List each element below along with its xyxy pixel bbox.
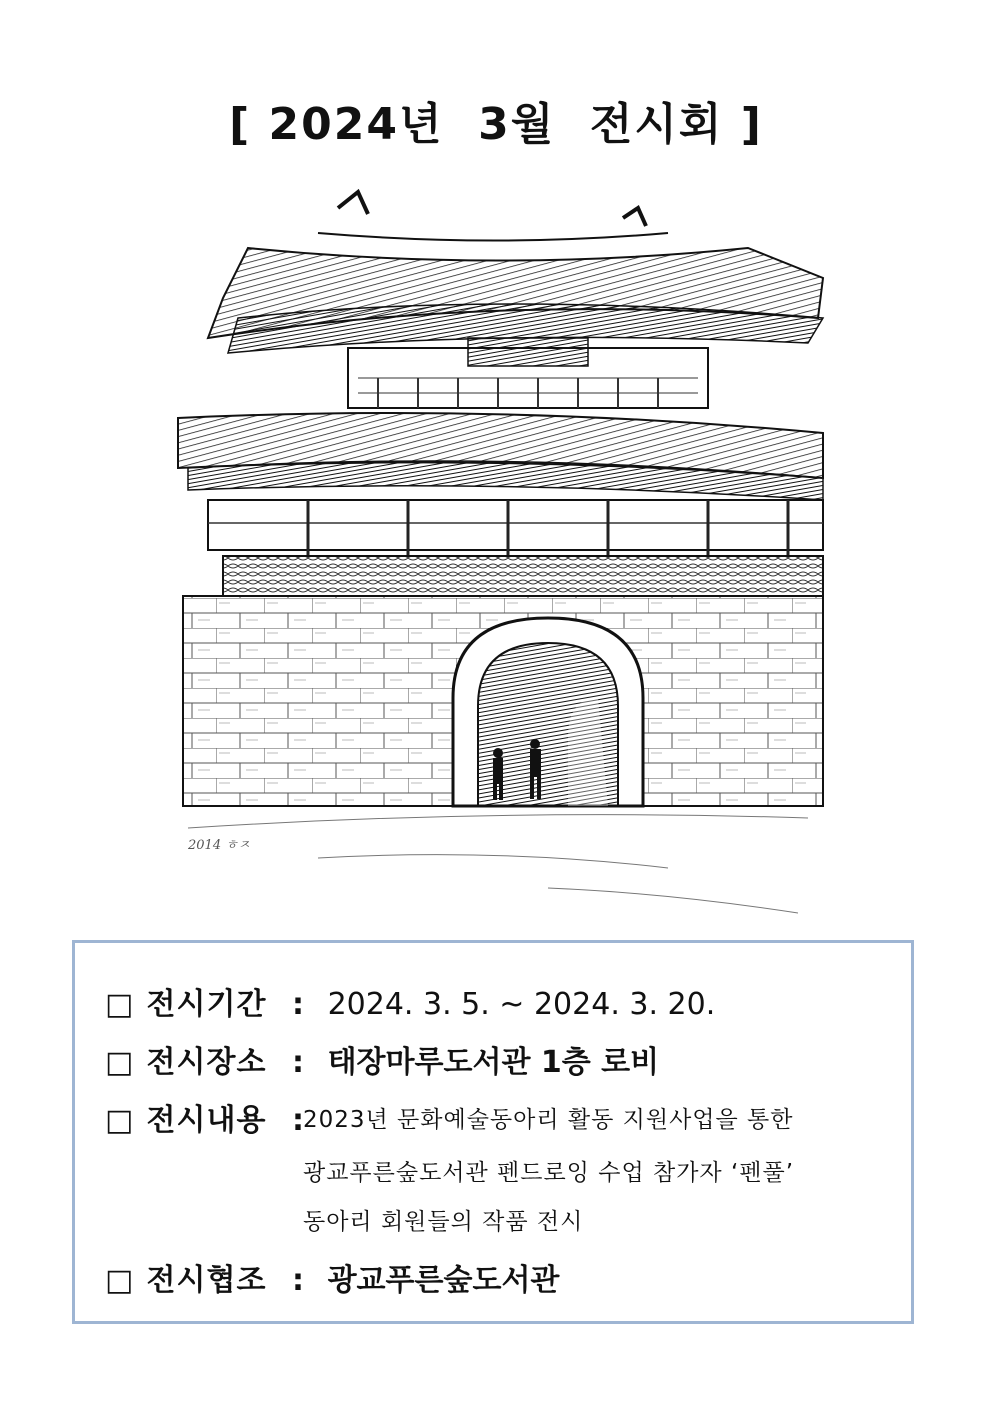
venue-row: [105, 1037, 659, 1081]
artist-signature: 2014 ㅎㅈ: [188, 838, 251, 853]
checkbox-icon: □: [105, 987, 134, 1022]
content-label: 전시내용: [146, 1103, 267, 1138]
checkbox-icon: □: [105, 1103, 134, 1138]
cooperation-value: 광교푸른숲도서관: [327, 1263, 560, 1298]
venue-colon: :: [292, 1045, 305, 1080]
venue-label: 전시장소: [146, 1045, 267, 1080]
period-row: [105, 979, 715, 1023]
period-label: 전시기간: [146, 987, 267, 1022]
venue-value: 태장마루도서관 1층 로비: [327, 1045, 660, 1080]
page-title: [ 2024년 3월 전시회 ]: [229, 99, 763, 150]
content-colon: :: [292, 1103, 305, 1138]
cooperation-colon: :: [292, 1263, 305, 1298]
period-colon: :: [292, 987, 305, 1022]
cooperation-label: 전시협조: [146, 1263, 267, 1298]
content-line: 광교푸른숲도서관 펜드로잉 수업 참가자 ‘펜풀’: [303, 1160, 795, 1186]
checkbox-icon: □: [105, 1045, 134, 1080]
exhibition-info-box: [72, 940, 914, 1324]
gate-pen-drawing: [168, 178, 828, 920]
content-line: 동아리 회원들의 작품 전시: [303, 1209, 584, 1235]
cooperation-row: [105, 1255, 559, 1299]
checkbox-icon: □: [105, 1263, 134, 1298]
period-value: 2024. 3. 5. ~ 2024. 3. 20.: [327, 987, 716, 1022]
content-row: [105, 1095, 318, 1139]
content-line: 2023년 문화예술동아리 활동 지원사업을 통한: [303, 1107, 794, 1133]
